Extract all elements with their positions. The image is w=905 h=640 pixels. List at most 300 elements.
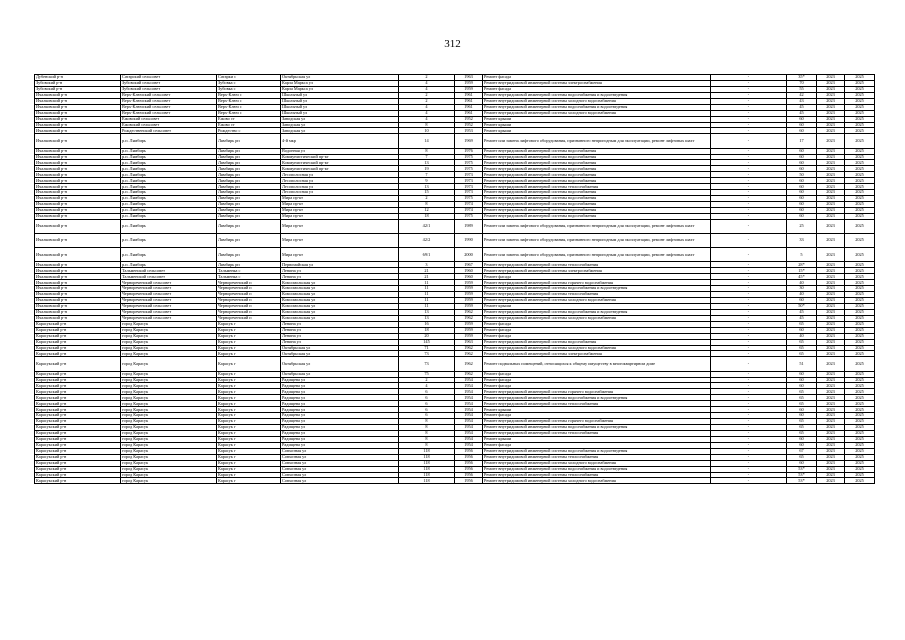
- cell-municipality: Ежовский сельсовет: [121, 116, 217, 122]
- cell-street: Комсомольская ул: [281, 280, 399, 286]
- cell-district: Ичалковский р-н: [35, 160, 121, 166]
- cell-year-to: 2025: [845, 234, 875, 248]
- cell-locality: Карасук г: [217, 371, 281, 377]
- cell-year-from: 2023: [817, 466, 845, 472]
- cell-build-year: 1974: [455, 202, 483, 208]
- cell-term: 60: [787, 407, 817, 413]
- cell-locality: Карасук г: [217, 377, 281, 383]
- cell-dash: -: [711, 454, 787, 460]
- cell-build-year: 1960: [455, 268, 483, 274]
- cell-street: Радищева ул: [281, 377, 399, 383]
- cell-locality: Тальменка с: [217, 274, 281, 280]
- cell-district: Карасукский р-н: [35, 419, 121, 425]
- cell-work-type: Ремонт фасада: [483, 442, 711, 448]
- cell-work-type: Ремонт внутридомовой инженерной системы водоснабжения: [483, 160, 711, 166]
- cell-house-number: 4: [399, 116, 455, 122]
- cell-year-from: 2023: [817, 213, 845, 219]
- cell-dash: -: [711, 92, 787, 98]
- cell-year-to: 2025: [845, 430, 875, 436]
- cell-work-type: Ремонт крыши: [483, 128, 711, 134]
- cell-locality: Чернореченский п: [217, 309, 281, 315]
- cell-house-number: 14: [399, 134, 455, 148]
- cell-district: Ичалковский р-н: [35, 184, 121, 190]
- cell-year-to: 2025: [845, 86, 875, 92]
- cell-term: 40: [787, 333, 817, 339]
- cell-municipality: Верх-Ключский сельсовет: [121, 98, 217, 104]
- cell-term: 60: [787, 460, 817, 466]
- cell-work-type: Ремонт или замена лифтового оборудования, признанного непригодным для эксплуатации, ремонт лифтовых шахт: [483, 134, 711, 148]
- cell-work-type: Ремонт внутридомовой инженерной системы водоснабжения и водоотведения: [483, 309, 711, 315]
- cell-build-year: 1959: [455, 80, 483, 86]
- cell-house-number: 20: [399, 333, 455, 339]
- cell-term: 50: [787, 172, 817, 178]
- page-number: 312: [444, 38, 461, 50]
- cell-build-year: 1959: [455, 321, 483, 327]
- cell-build-year: 1973: [455, 184, 483, 190]
- cell-municipality: р.п. Лямбирь: [121, 190, 217, 196]
- cell-locality: Сатарки с: [217, 75, 281, 81]
- cell-locality: Карасук г: [217, 460, 281, 466]
- cell-year-to: 2025: [845, 98, 875, 104]
- cell-street: Радищева ул: [281, 383, 399, 389]
- cell-locality: Карасук г: [217, 383, 281, 389]
- cell-street: Заводская ул: [281, 128, 399, 134]
- cell-year-to: 2025: [845, 413, 875, 419]
- cell-district: Карасукский р-н: [35, 436, 121, 442]
- cell-locality: Карасук г: [217, 351, 281, 357]
- cell-dash: -: [711, 184, 787, 190]
- cell-locality: Карасук г: [217, 454, 281, 460]
- cell-municipality: р.п. Лямбирь: [121, 178, 217, 184]
- cell-build-year: 1990: [455, 234, 483, 248]
- cell-dash: -: [711, 154, 787, 160]
- cell-year-to: 2025: [845, 122, 875, 128]
- cell-municipality: р.п. Лямбирь: [121, 166, 217, 172]
- cell-locality: Карасук г: [217, 466, 281, 472]
- cell-locality: Карасук г: [217, 442, 281, 448]
- cell-locality: Чернореченский п: [217, 292, 281, 298]
- cell-dash: -: [711, 371, 787, 377]
- cell-street: Совхозная ул: [281, 448, 399, 454]
- cell-district: Карасукский р-н: [35, 321, 121, 327]
- cell-municipality: Чернореченский сельсовет: [121, 280, 217, 286]
- cell-term: 70: [787, 80, 817, 86]
- cell-street: Карла Маркса ул: [281, 80, 399, 86]
- cell-year-from: 2023: [817, 315, 845, 321]
- cell-house-number: 118: [399, 472, 455, 478]
- cell-district: Ичалковский р-н: [35, 172, 121, 178]
- cell-work-type: Ремонт или замена лифтового оборудования, признанного непригодным для эксплуатации, ремонт лифтовых шахт: [483, 248, 711, 262]
- cell-term: 65: [787, 351, 817, 357]
- cell-municipality: город Карасук: [121, 321, 217, 327]
- cell-year-to: 2025: [845, 128, 875, 134]
- cell-build-year: 1954: [455, 401, 483, 407]
- cell-dash: -: [711, 98, 787, 104]
- cell-term: 60: [787, 377, 817, 383]
- cell-dash: -: [711, 478, 787, 484]
- cell-house-number: 69/1: [399, 248, 455, 262]
- cell-district: Ичалковский р-н: [35, 128, 121, 134]
- cell-year-to: 2025: [845, 436, 875, 442]
- cell-street: Ленина ул: [281, 327, 399, 333]
- cell-work-type: Ремонт внутридомовой инженерной системы водоснабжения и водоотведения: [483, 286, 711, 292]
- cell-year-to: 2025: [845, 389, 875, 395]
- cell-term: 60: [787, 413, 817, 419]
- cell-term: 25: [787, 219, 817, 233]
- cell-term: 5: [787, 248, 817, 262]
- cell-build-year: 1954: [455, 377, 483, 383]
- cell-house-number: 21: [399, 268, 455, 274]
- cell-district: Карасукский р-н: [35, 460, 121, 466]
- cell-year-from: 2023: [817, 166, 845, 172]
- cell-build-year: 1959: [455, 292, 483, 298]
- cell-dash: -: [711, 86, 787, 92]
- cell-term: 60: [787, 116, 817, 122]
- cell-term: 60: [787, 196, 817, 202]
- cell-work-type: Ремонт или замена лифтового оборудования, признанного непригодным для эксплуатации, ремонт лифтовых шахт: [483, 234, 711, 248]
- cell-locality: Карасук г: [217, 478, 281, 484]
- cell-municipality: город Карасук: [121, 430, 217, 436]
- cell-locality: Карасук г: [217, 327, 281, 333]
- cell-work-type: Ремонт фасада: [483, 383, 711, 389]
- cell-house-number: 19: [399, 166, 455, 172]
- cell-house-number: 8: [399, 436, 455, 442]
- cell-district: Ичалковский р-н: [35, 110, 121, 116]
- cell-term: 30: [787, 286, 817, 292]
- cell-year-from: 2023: [817, 184, 845, 190]
- cell-year-from: 2023: [817, 262, 845, 268]
- cell-work-type: Ремонт внутридомовой инженерной системы электроснабжения: [483, 80, 711, 86]
- cell-build-year: 1959: [455, 86, 483, 92]
- cell-year-to: 2025: [845, 339, 875, 345]
- cell-year-from: 2023: [817, 407, 845, 413]
- cell-work-type: Ремонт внутридомовой инженерной системы водоснабжения: [483, 148, 711, 154]
- cell-district: Карасукский р-н: [35, 442, 121, 448]
- cell-build-year: 1959: [455, 327, 483, 333]
- cell-build-year: 1956: [455, 460, 483, 466]
- cell-term: 55: [787, 86, 817, 92]
- cell-build-year: 1956: [455, 454, 483, 460]
- cell-build-year: 1954: [455, 425, 483, 431]
- cell-district: Ичалковский р-н: [35, 148, 121, 154]
- cell-year-to: 2025: [845, 472, 875, 478]
- cell-municipality: р.п. Лямбирь: [121, 184, 217, 190]
- cell-district: Ичалковский р-н: [35, 122, 121, 128]
- cell-term: 65: [787, 425, 817, 431]
- cell-year-from: 2023: [817, 80, 845, 86]
- cell-term: 60: [787, 154, 817, 160]
- cell-dash: -: [711, 327, 787, 333]
- cell-house-number: 7: [399, 154, 455, 160]
- cell-build-year: 1975: [455, 213, 483, 219]
- cell-year-from: 2023: [817, 292, 845, 298]
- cell-dash: -: [711, 274, 787, 280]
- cell-street: Комсомольская ул: [281, 286, 399, 292]
- cell-municipality: Чернореченский сельсовет: [121, 292, 217, 298]
- cell-year-to: 2025: [845, 401, 875, 407]
- cell-locality: Карасук г: [217, 395, 281, 401]
- cell-locality: Карасук г: [217, 407, 281, 413]
- cell-street: Радищева ул: [281, 419, 399, 425]
- cell-work-type: Ремонт внутридомовой инженерной системы электроснабжения: [483, 351, 711, 357]
- cell-year-to: 2025: [845, 383, 875, 389]
- cell-term: 15*: [787, 268, 817, 274]
- cell-municipality: р.п. Лямбирь: [121, 134, 217, 148]
- cell-year-to: 2025: [845, 262, 875, 268]
- cell-work-type: Ремонт крыши: [483, 116, 711, 122]
- cell-locality: Лямбирь рп: [217, 196, 281, 202]
- cell-locality: Лямбирь рп: [217, 190, 281, 196]
- cell-work-type: Ремонт внутридомовой инженерной системы водоснабжения: [483, 178, 711, 184]
- cell-term: 33: [787, 234, 817, 248]
- cell-house-number: 4: [399, 383, 455, 389]
- cell-dash: -: [711, 383, 787, 389]
- cell-work-type: Ремонт внутридомовой инженерной системы водоснабжения: [483, 166, 711, 172]
- cell-year-to: 2025: [845, 80, 875, 86]
- cell-district: Ичалковский р-н: [35, 154, 121, 160]
- cell-build-year: 1959: [455, 280, 483, 286]
- cell-build-year: 1954: [455, 407, 483, 413]
- cell-house-number: 118: [399, 478, 455, 484]
- cell-term: 60: [787, 371, 817, 377]
- cell-locality: Тальменка с: [217, 268, 281, 274]
- cell-term: 65: [787, 339, 817, 345]
- cell-build-year: 1956: [455, 466, 483, 472]
- cell-work-type: Ремонт внутридомовой инженерной системы водоснабжения и водоотведения: [483, 425, 711, 431]
- cell-dash: -: [711, 315, 787, 321]
- cell-build-year: 2000: [455, 248, 483, 262]
- cell-build-year: 1954: [455, 383, 483, 389]
- cell-street: Совхозная ул: [281, 466, 399, 472]
- cell-locality: Карасук г: [217, 472, 281, 478]
- cell-district: Ичалковский р-н: [35, 315, 121, 321]
- cell-year-from: 2023: [817, 436, 845, 442]
- cell-street: Комсомольская ул: [281, 303, 399, 309]
- cell-work-type: Ремонт фасада: [483, 333, 711, 339]
- cell-build-year: 1954: [455, 436, 483, 442]
- cell-district: Ичалковский р-н: [35, 298, 121, 304]
- cell-district: Ичалковский р-н: [35, 166, 121, 172]
- cell-work-type: Ремонт внутридомовой инженерной системы теплоснабжения: [483, 472, 711, 478]
- cell-year-from: 2023: [817, 339, 845, 345]
- cell-house-number: 4: [399, 110, 455, 116]
- cell-locality: Лямбирь рп: [217, 202, 281, 208]
- cell-dash: -: [711, 401, 787, 407]
- cell-dash: -: [711, 160, 787, 166]
- cell-municipality: город Карасук: [121, 401, 217, 407]
- cell-locality: Карасук г: [217, 425, 281, 431]
- cell-term: 65: [787, 430, 817, 436]
- cell-year-from: 2023: [817, 202, 845, 208]
- cell-term: 60: [787, 184, 817, 190]
- cell-locality: Чернореченский п: [217, 286, 281, 292]
- cell-year-to: 2025: [845, 321, 875, 327]
- cell-work-type: Ремонт внутридомовой инженерной системы холодного водоснабжения: [483, 298, 711, 304]
- cell-year-to: 2025: [845, 280, 875, 286]
- cell-municipality: р.п. Лямбирь: [121, 234, 217, 248]
- cell-term: 45: [787, 110, 817, 116]
- cell-district: Ичалковский р-н: [35, 309, 121, 315]
- cell-house-number: 2: [399, 196, 455, 202]
- cell-build-year: 1975: [455, 160, 483, 166]
- cell-street: Мира пр-кт: [281, 213, 399, 219]
- repair-schedule-table: [34, 74, 875, 484]
- cell-work-type: Ремонт внутридомовой инженерной системы водоснабжения: [483, 202, 711, 208]
- cell-house-number: 11: [399, 286, 455, 292]
- cell-build-year: 1963: [455, 75, 483, 81]
- cell-year-from: 2023: [817, 128, 845, 134]
- cell-district: Дубенский р-н: [35, 75, 121, 81]
- cell-dash: -: [711, 234, 787, 248]
- cell-house-number: 21: [399, 274, 455, 280]
- cell-street: Мира пр-кт: [281, 196, 399, 202]
- cell-year-from: 2023: [817, 178, 845, 184]
- cell-street: Октябрьская ул: [281, 357, 399, 371]
- cell-work-type: Ремонт внутридомовой инженерной системы водоснабжения: [483, 207, 711, 213]
- cell-municipality: р.п. Лямбирь: [121, 219, 217, 233]
- cell-work-type: Ремонт внутридомовой инженерной системы холодного водоснабжения: [483, 478, 711, 484]
- table-row: [35, 248, 875, 262]
- cell-work-type: Ремонт внутридомовой инженерной системы водоснабжения и водоотведения: [483, 466, 711, 472]
- cell-work-type: Ремонт внутридомовой инженерной системы горячего водоснабжения: [483, 280, 711, 286]
- cell-house-number: 6: [399, 395, 455, 401]
- cell-build-year: 1956: [455, 472, 483, 478]
- cell-house-number: 73: [399, 351, 455, 357]
- cell-street: Школьный ул: [281, 104, 399, 110]
- cell-municipality: Верх-Ключский сельсовет: [121, 92, 217, 98]
- table-row: [35, 478, 875, 484]
- cell-locality: Карасук г: [217, 389, 281, 395]
- cell-dash: -: [711, 219, 787, 233]
- cell-year-to: 2025: [845, 377, 875, 383]
- cell-dash: -: [711, 134, 787, 148]
- cell-year-from: 2023: [817, 383, 845, 389]
- cell-municipality: город Карасук: [121, 442, 217, 448]
- cell-build-year: 1962: [455, 315, 483, 321]
- cell-street: Ленина ул: [281, 321, 399, 327]
- cell-locality: Карасук г: [217, 436, 281, 442]
- cell-district: Ичалковский р-н: [35, 213, 121, 219]
- cell-dash: -: [711, 116, 787, 122]
- cell-house-number: 9: [399, 178, 455, 184]
- cell-build-year: 1962: [455, 351, 483, 357]
- cell-house-number: 18: [399, 327, 455, 333]
- cell-term: 60: [787, 166, 817, 172]
- cell-dash: -: [711, 196, 787, 202]
- cell-work-type: Ремонт внутридомовой инженерной системы водоснабжения: [483, 154, 711, 160]
- cell-street: Коммунистический пр-кт: [281, 160, 399, 166]
- cell-year-to: 2025: [845, 274, 875, 280]
- cell-dash: -: [711, 268, 787, 274]
- cell-locality: Карасук г: [217, 430, 281, 436]
- cell-build-year: 1954: [455, 430, 483, 436]
- cell-work-type: Ремонт внутридомовой инженерной системы водоснабжения и водоотведения: [483, 448, 711, 454]
- cell-municipality: Тальменский сельсовет: [121, 274, 217, 280]
- cell-year-to: 2025: [845, 172, 875, 178]
- cell-street: Октябрьская ул: [281, 345, 399, 351]
- cell-year-to: 2025: [845, 351, 875, 357]
- cell-build-year: 1969: [455, 134, 483, 148]
- cell-district: Карасукский р-н: [35, 395, 121, 401]
- cell-dash: -: [711, 321, 787, 327]
- cell-year-from: 2023: [817, 413, 845, 419]
- cell-year-from: 2023: [817, 234, 845, 248]
- cell-locality: Лямбирь рп: [217, 207, 281, 213]
- cell-municipality: город Карасук: [121, 371, 217, 377]
- cell-year-from: 2023: [817, 274, 845, 280]
- cell-year-to: 2025: [845, 166, 875, 172]
- cell-street: Школьный ул: [281, 98, 399, 104]
- cell-build-year: 1989: [455, 219, 483, 233]
- cell-build-year: 1961: [455, 110, 483, 116]
- cell-year-to: 2025: [845, 110, 875, 116]
- cell-district: Карасукский р-н: [35, 478, 121, 484]
- cell-term: 65: [787, 419, 817, 425]
- cell-district: Ичалковский р-н: [35, 219, 121, 233]
- cell-house-number: 118: [399, 460, 455, 466]
- cell-year-to: 2025: [845, 134, 875, 148]
- cell-municipality: город Карасук: [121, 351, 217, 357]
- cell-term: 51: [787, 357, 817, 371]
- cell-year-to: 2025: [845, 202, 875, 208]
- cell-dash: -: [711, 407, 787, 413]
- cell-locality: Карасук г: [217, 413, 281, 419]
- cell-street: Заводская ул: [281, 116, 399, 122]
- cell-municipality: город Карасук: [121, 436, 217, 442]
- cell-year-from: 2023: [817, 196, 845, 202]
- cell-district: Карасукский р-н: [35, 345, 121, 351]
- cell-build-year: 1961: [455, 92, 483, 98]
- cell-district: Ичалковский р-н: [35, 234, 121, 248]
- cell-locality: Карасук г: [217, 448, 281, 454]
- cell-year-to: 2025: [845, 292, 875, 298]
- cell-district: Карасукский р-н: [35, 377, 121, 383]
- cell-municipality: город Карасук: [121, 383, 217, 389]
- cell-term: 42: [787, 92, 817, 98]
- cell-year-to: 2025: [845, 460, 875, 466]
- cell-municipality: город Карасук: [121, 345, 217, 351]
- cell-build-year: 1959: [455, 303, 483, 309]
- cell-dash: -: [711, 389, 787, 395]
- cell-municipality: р.п. Лямбирь: [121, 196, 217, 202]
- cell-year-from: 2023: [817, 86, 845, 92]
- cell-build-year: 1953: [455, 128, 483, 134]
- cell-district: Карасукский р-н: [35, 425, 121, 431]
- cell-locality: Верх-Ключ с: [217, 104, 281, 110]
- cell-year-to: 2025: [845, 75, 875, 81]
- cell-work-type: Ремонт внутридомовой инженерной системы холодного водоснабжения: [483, 315, 711, 321]
- cell-street: Октябрьская ул: [281, 75, 399, 81]
- cell-year-from: 2023: [817, 472, 845, 478]
- cell-house-number: 42/2: [399, 234, 455, 248]
- cell-district: Ичалковский р-н: [35, 98, 121, 104]
- cell-house-number: 118: [399, 448, 455, 454]
- cell-term: 50*: [787, 303, 817, 309]
- cell-house-number: 16: [399, 321, 455, 327]
- cell-locality: Чернореченский п: [217, 315, 281, 321]
- cell-year-from: 2023: [817, 303, 845, 309]
- cell-street: Лесополосная ул: [281, 184, 399, 190]
- cell-dash: -: [711, 292, 787, 298]
- cell-term: 65: [787, 345, 817, 351]
- cell-dash: -: [711, 472, 787, 478]
- cell-build-year: 1959: [455, 333, 483, 339]
- cell-build-year: 1962: [455, 345, 483, 351]
- cell-street: Радищева ул: [281, 442, 399, 448]
- cell-work-type: Ремонт внутридомовой инженерной системы горячего водоснабжения: [483, 419, 711, 425]
- cell-house-number: 12: [399, 207, 455, 213]
- cell-street: Коммунистический пр-кт: [281, 154, 399, 160]
